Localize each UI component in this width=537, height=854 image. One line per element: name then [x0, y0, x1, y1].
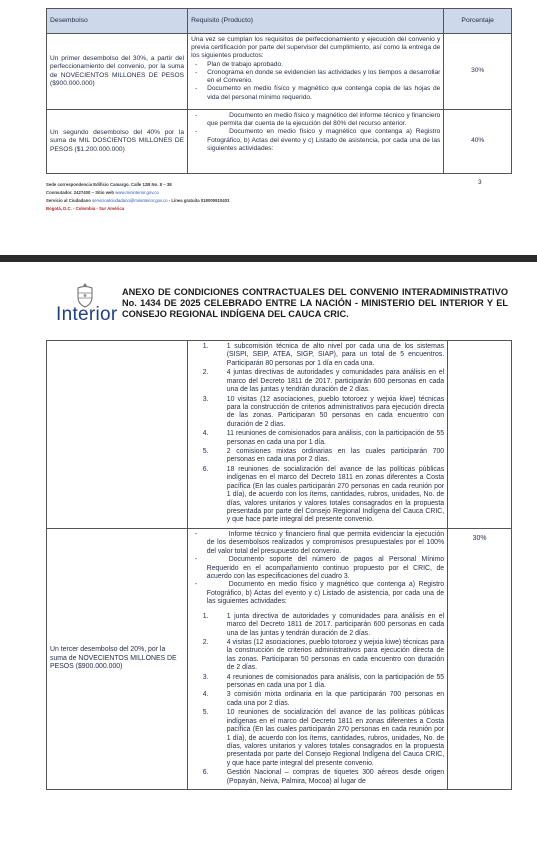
list-item: 5. 10 reuniones de socialización del avance de las políticas públicas indígenas en el marco del Decreto 1811 en zonas diferentes a Costa pacífica (En las cuales participarán 270 personas en cada reunión por 1 día), de acuerdo con los ítems, cantidades, rubros, unidades, No. de días, valores unitarios y valores totales consagrados en la propuesta presentada por parte del Consejo Regional Indígena del Cauca CRIC, y que hace parte integral del presente convenio.	[202, 709, 445, 767]
porcentaje-cell: 30%	[444, 34, 512, 110]
header-requisito: Requisito (Producto)	[188, 9, 444, 34]
website-link[interactable]: www.mininterior.gov.co	[115, 190, 159, 196]
ministry-logo	[56, 282, 122, 342]
list-item: - Documento soporte del número de pagos al Personal Mínimo Requerido en el acompañamiento continuo propuesto por el CRIC, de acuerdo con las especificaciones del cuadro 3.	[194, 556, 445, 580]
page-separator	[0, 255, 537, 262]
desembolso-cell: Un primer desembolso del 30%, a partir del perfeccionamiento del convenio, por la suma de NOVECIENTOS MILLONES DE PESOS ($900.000.000)	[47, 34, 188, 110]
porcentaje-cell: 40%	[444, 110, 512, 174]
disbursement-table	[46, 8, 512, 174]
document-page-4	[0, 262, 537, 854]
email-link[interactable]: servicioalciudadano@mininterior.gov.co	[92, 198, 168, 204]
footer-contact: Conmutador. 2427400 – Sitio web www.mininterior.gov.co	[46, 190, 159, 196]
list-item: - Cronograma en donde se evidencien las actividades y los tiempos a desarrollar en el Convenio.	[195, 68, 441, 85]
requisito-cell	[188, 110, 444, 174]
list-item: 3. 4 reuniones de comisionados para análisis, con la participación de 55 personas en cada una por 1 día.	[202, 673, 445, 690]
list-item: - Documento en medio físico y magnético del informe técnico y financiero que permita dar cuenta de la ejecución del 80% del recurso anterior.	[195, 112, 441, 128]
list-item: 3. 10 visitas (12 asociaciones, pueblo totoroez y wejxia kiwe) técnicas para la construcción de criterios administrativos para ejecución directa de las zonas. Participaran 50 personas en cada encuentro con duración de 2 días.	[202, 395, 445, 428]
footer-address: Sede correspondencia Edificio Camargo. Calle 12B No. 8 – 38	[46, 182, 172, 187]
requisito-cell	[188, 34, 444, 110]
list-item: 6. Gestión Nacional – compras de tiquetes 300 aéreos desde origen (Popayán, Neiva, Palmira, Mocoa) al lugar de	[202, 769, 445, 785]
desembolso-cell: Un tercer desembolso del 20%, por la suma de NOVECIENTOS MILLONES DE PESOS ($900.000.000)	[47, 528, 188, 789]
header-desembolso: Desembolso	[47, 9, 188, 34]
list-item: - Documento en medio físico y magnético que contenga a) Registro Fotográfico, b) Actas del evento y c) Listado de asistencia, por cada una de las siguientes actividades:	[194, 581, 445, 606]
list-item: 6. 18 reuniones de socialización del avance de las políticas públicas indígenas en el marco del Decreto 1811 en zonas diferentes a Costa pacífica (En las cuales participarán 270 personas en cada reunión por 1 día), de acuerdo con los ítems, cantidades, rubros, unidades, No. de días, valores unitarios y valores totales consagrados en la propuesta presentada por parte del Consejo Regional Indígena del Cauca CRIC, y que hace parte integral del presente convenio.	[202, 465, 445, 524]
list-item: 4. 3 comisión mixta ordinaria en la que participarán 700 personas en cada una por 2 días.	[202, 691, 445, 707]
document-title: ANEXO DE CONDICIONES CONTRACTUALES DEL CONVENIO INTERADMINISTRATIVO No. 1434 DE 2025 CELEBRADO ENTRE LA NACIÓN - MINISTERIO DEL INTERIOR Y EL CONSEJO REGIONAL INDÍGENA DEL CAUCA CRIC.	[122, 287, 508, 319]
list-item: 2. 4 juntas directivas de autoridades y comunidades para análisis en el marco del Decreto 1811 de 2017. participarán 600 personas en cada una de las juntas y tendrán duración de 2 días.	[202, 369, 445, 394]
list-item: - Plan de trabajo aprobado.	[195, 60, 283, 68]
list-item: 4. 11 reuniones de comisionados para análisis, con la participación de 55 personas en cada una por 1 día.	[202, 430, 445, 446]
page-number: 3	[478, 179, 482, 186]
desembolso-cell: Un segundo desembolso del 40% por la suma de MIL DOSCIENTOS MILLONES DE PESOS ($1.200.000.000)	[47, 110, 188, 174]
footer-service: Servicio al Ciudadano servicioalciudadano@mininterior.gov.co - Línea gratuita 018000910403	[46, 198, 230, 204]
table-row	[47, 528, 512, 789]
table-row	[47, 34, 512, 110]
header-porcentaje: Porcentaje	[444, 9, 512, 34]
list-item: 2. 4 visitas (12 asociaciones, pueblo totoroez y wejxia kiwe) técnicas para la construcción de criterios administrativos para ejecución directa de las zonas. Participaran 50 personas en cada encuentro con duración de 2 días.	[202, 638, 445, 672]
requisito-cell	[187, 341, 447, 529]
list-item: 1. 1 junta directiva de autoridades y comunidades para análisis en el marco del Decreto 1811 de 2017. participarán 600 personas en cada una de las juntas y tendrán duración de 2 días.	[202, 612, 445, 637]
requisito-cell	[187, 528, 447, 789]
list-item: 5. 2 comisiones mixtas ordinarias en las cuales participarán 700 personas en cada una por 2 días.	[202, 448, 445, 464]
page-footer	[46, 181, 229, 214]
desembolso-cell	[47, 341, 188, 529]
list-item: - Documento en medio físico y magnético que contenga copia de las hojas de vida del personal mínimo requerido.	[195, 85, 441, 101]
footer-location: Bogotá, D.C. - Colombia - Sur América	[46, 206, 125, 212]
porcentaje-cell: 30%	[448, 528, 512, 789]
table-header-row	[47, 9, 512, 34]
list-item: 1. 1 subcomisión técnica de alto nivel por cada una de los sistemas (SISPI, SEIP, ATEA, SIGP, SIAP), para un total de 5 encuentros. Participarán 80 personas por 1 día en cada una.	[202, 343, 445, 367]
document-page-3	[0, 0, 537, 250]
table-row	[47, 341, 512, 529]
porcentaje-cell	[448, 341, 512, 529]
list-item: - Informe técnico y financiero final que permita evidenciar la ejecución de los desembolsos realizados y compromisos presupuestales por el 100% del valor total del presupuesto del convenio.	[194, 530, 445, 555]
logo-text: Interior	[56, 304, 118, 325]
disbursement-table-continued	[46, 340, 512, 790]
requisito-intro: Una vez se cumplan los requisitos de perfeccionamiento y ejecución del convenio y previa certificación por parte del supervisor del cumplimiento, así como la entrega de los siguientes productos:	[191, 36, 441, 60]
list-item: - Documento en medio físico y magnético que contenga a) Registro Fotográfico, b) Actas del evento y c) Listado de asistencia, por cada una de las siguientes actividades:	[195, 128, 441, 152]
table-row	[47, 110, 512, 174]
